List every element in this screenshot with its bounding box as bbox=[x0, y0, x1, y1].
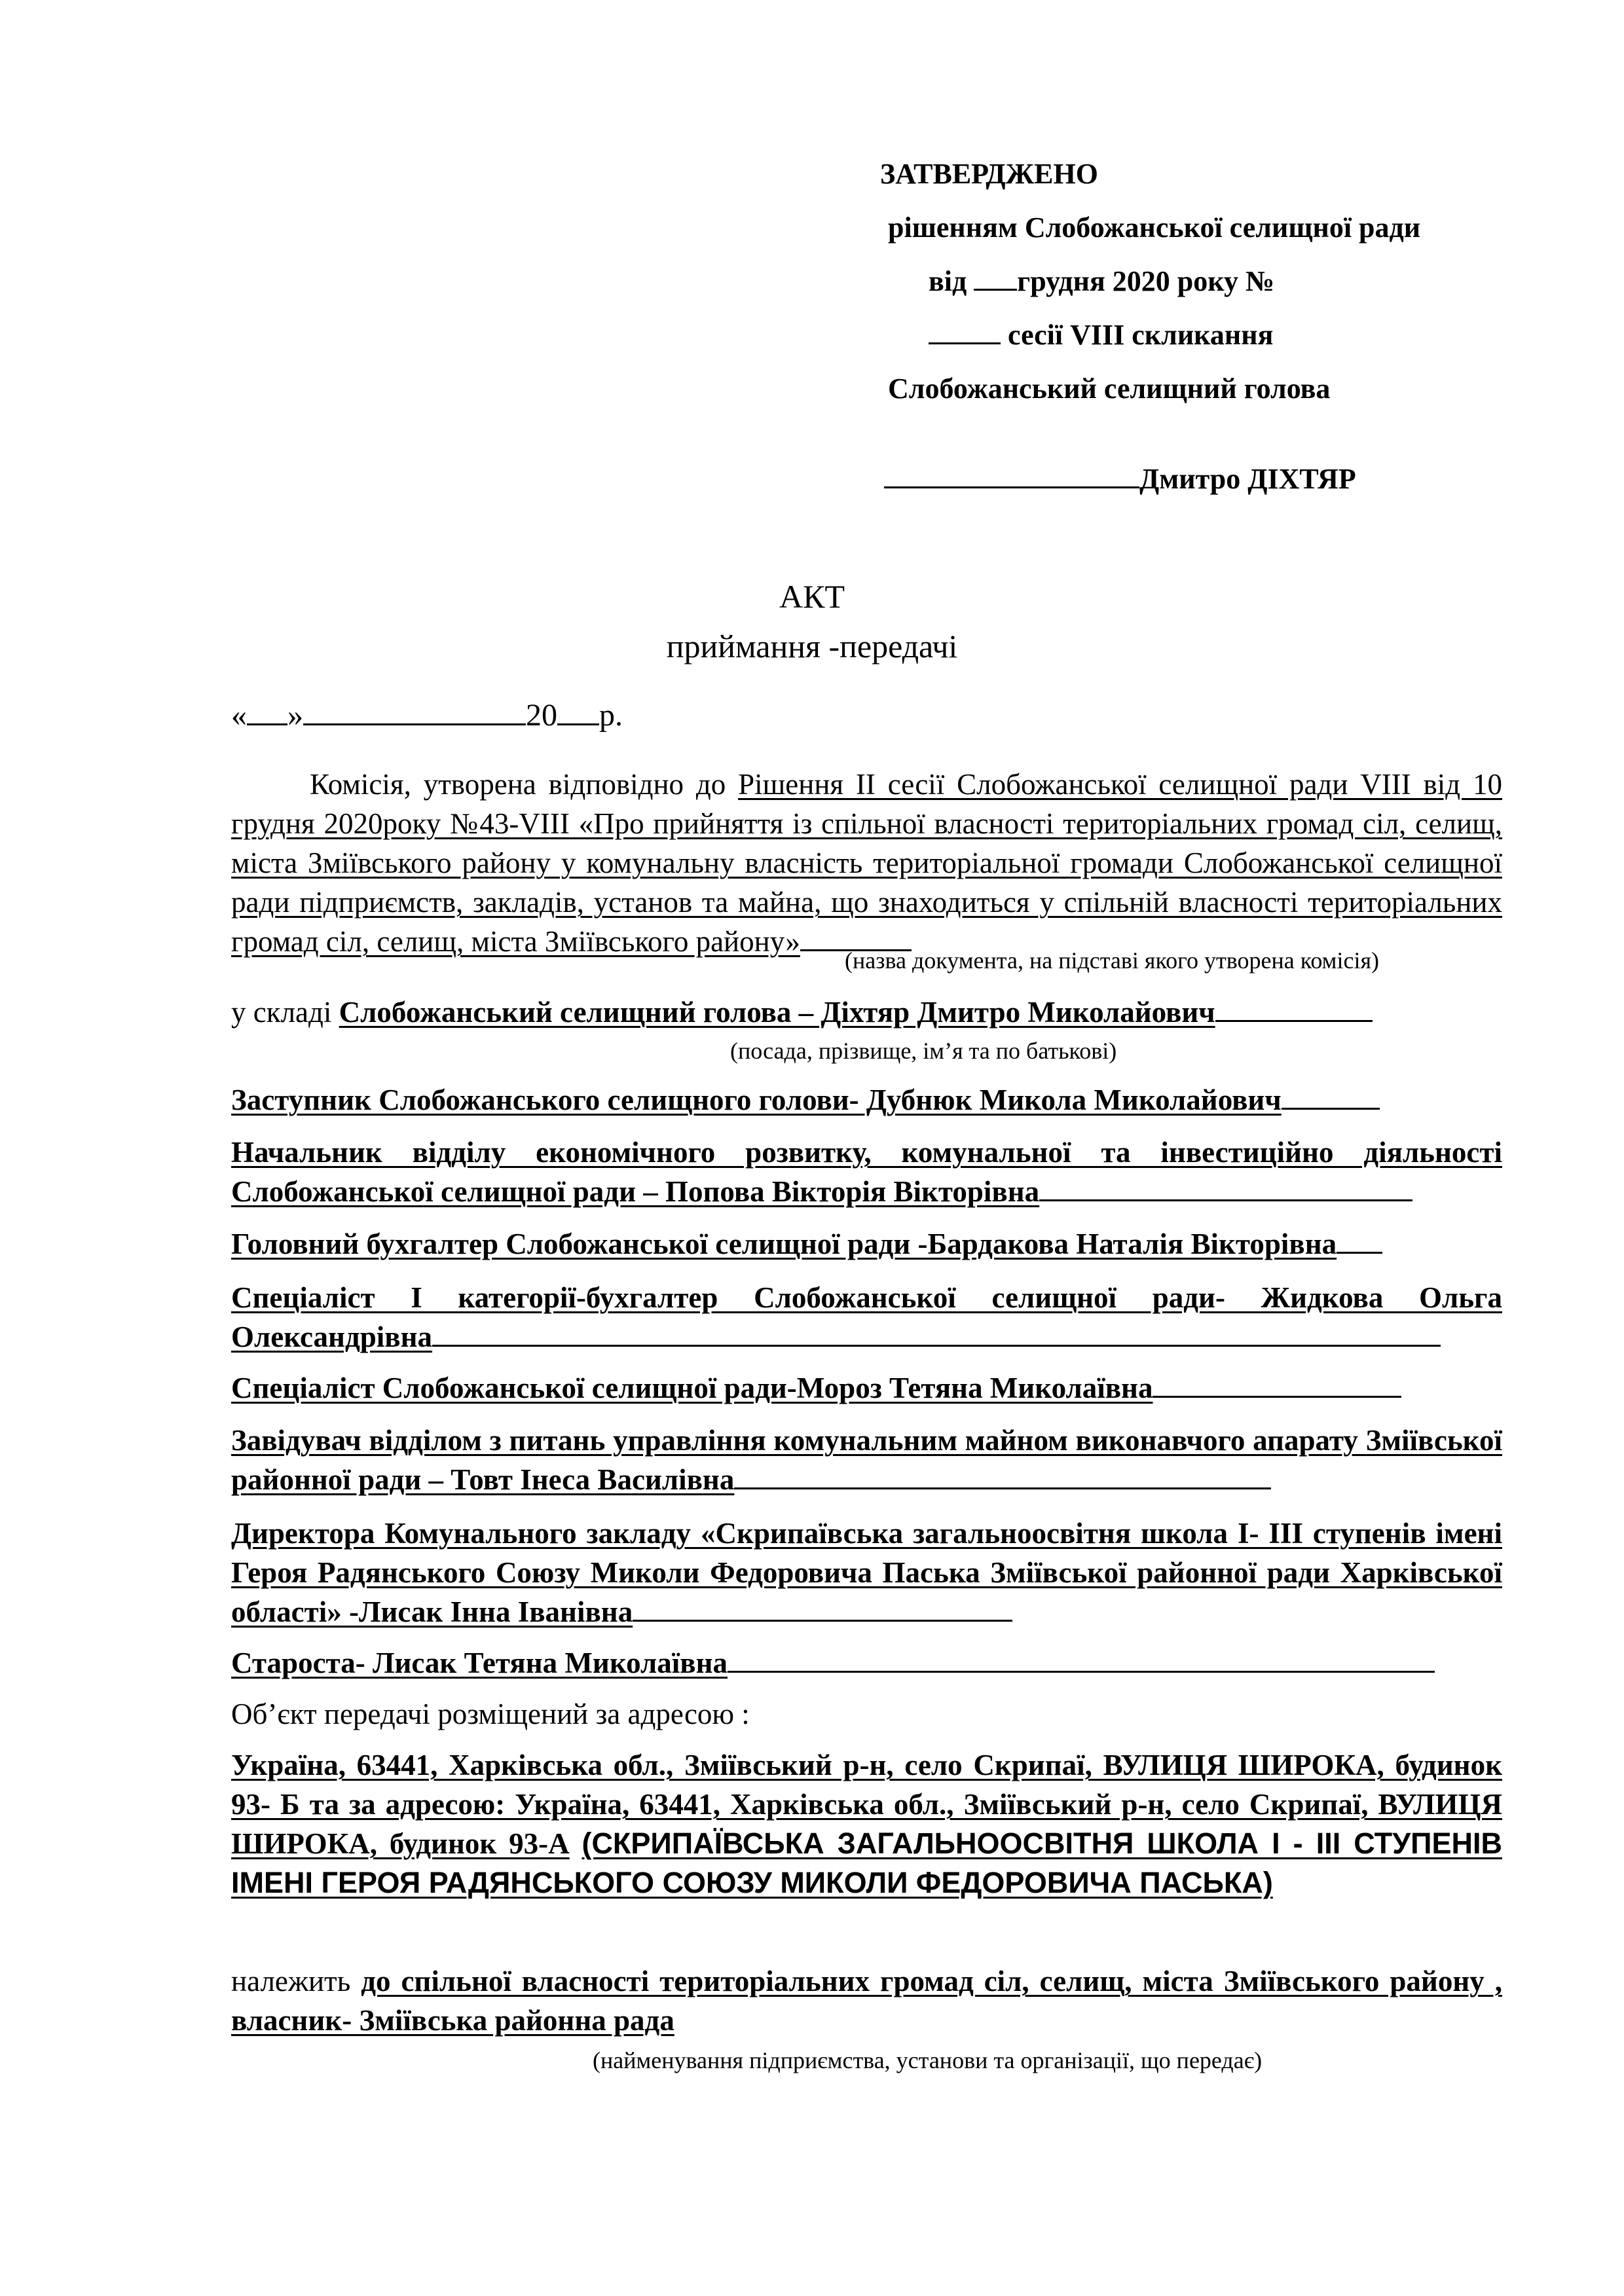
approval-date bbox=[929, 264, 1274, 298]
member-1-blank bbox=[1282, 1108, 1380, 1110]
member-4-text: Спеціаліст І категорії-бухгалтер Слобожанської селищної ради- Жидкова Ольга Олександрівна bbox=[231, 1281, 1502, 1353]
approval-session-text: сесії VIII скликання bbox=[1008, 319, 1274, 351]
composition-prefix: у складі bbox=[231, 996, 332, 1029]
document-subtitle: приймання -передачі bbox=[666, 628, 958, 665]
composition-line bbox=[231, 998, 1373, 1027]
approval-decision: рішенням Слобожанської селищної ради bbox=[888, 211, 1421, 244]
member-3-text: Головний бухгалтер Слобожанської селищної ради -Бардакова Наталія Вікторівна bbox=[231, 1228, 1337, 1260]
commission-basis-document: Рішення ІІ сесії Слобожанської селищної ради VIII від 10 грудня 2020року №43-VIII «Про прийняття із спільної власності територіальних громад сіл, селищ, міста Зміївського району у комунальну власність територіальної громади Слобожанської селищної ради підприємств, закладів, установ та майна, що знаходиться у спільній власності територіальних громад сіл, селищ, міста Зміївського району» bbox=[231, 768, 1503, 958]
member-8-blank bbox=[728, 1671, 1435, 1673]
date-close-quote: » bbox=[287, 698, 303, 733]
object-address-text: Україна, 63441, Харківська обл., Зміївський р-н, село Скрипаї, ВУЛИЦЯ ШИРОКА, будинок 93- Б та за адресою: Україна, 63441, Харківська обл., Зміївський р-н, село Скрипаї, ВУЛИЦЯ ШИРОКА, будинок 93-А bbox=[231, 1749, 1502, 1860]
approval-date-prefix: від bbox=[929, 265, 967, 297]
member-6-text: Завідувач відділом з питань управління комунальним майном виконавчого апарату Зміївської районної ради – Товт Інеса Василівна bbox=[231, 1424, 1502, 1496]
signature-name: Дмитро ДІХТЯР bbox=[1139, 463, 1356, 495]
member-2-text: Начальник відділу економічного розвитку, комунальної та інвестиційно діяльності Слобожанської селищної ради – Попова Вікторія Вікторівна bbox=[231, 1136, 1502, 1208]
date-open-quote: « bbox=[231, 698, 247, 733]
chair-blank bbox=[1215, 1020, 1373, 1022]
act-date-line bbox=[231, 697, 623, 733]
month-blank bbox=[303, 723, 526, 725]
object-label: Об’єкт передачі розміщений за адресою : bbox=[231, 1698, 750, 1730]
member-5 bbox=[231, 1368, 1502, 1408]
approval-signature bbox=[884, 462, 1356, 496]
member-5-blank bbox=[1153, 1396, 1401, 1398]
commission-intro: Комісія, утворена відповідно до bbox=[310, 768, 726, 801]
member-3-blank bbox=[1337, 1252, 1382, 1254]
member-8 bbox=[231, 1643, 1502, 1683]
year-blank bbox=[557, 723, 599, 725]
chair-caption: (посада, прізвище, ім’я та по батькові) bbox=[730, 1038, 1117, 1064]
member-7 bbox=[231, 1514, 1502, 1631]
commission-paragraph bbox=[231, 765, 1502, 961]
signature-blank bbox=[884, 486, 1139, 488]
member-6 bbox=[231, 1421, 1502, 1499]
year-prefix: 20 bbox=[526, 698, 557, 733]
document-title: АКТ bbox=[779, 578, 845, 615]
member-2 bbox=[231, 1133, 1502, 1211]
member-7-blank bbox=[633, 1620, 1012, 1622]
member-3 bbox=[231, 1224, 1502, 1264]
year-suffix: р. bbox=[599, 698, 623, 733]
member-7-text: Директора Комунального закладу «Скрипаївська загальноосвітня школа І- ІІІ ступенів імені Героя Радянського Союзу Миколи Федоровича Паська Зміївської районної ради Харківської області» -Лисак Інна Іванівна bbox=[231, 1517, 1502, 1628]
document-caption: (назва документа, на підставі якого утворена комісія) bbox=[845, 947, 1379, 974]
owner-text: до спільної власності територіальних громад сіл, селищ, міста Зміївського району , власник- Зміївська районна рада bbox=[231, 1965, 1502, 2037]
member-4 bbox=[231, 1278, 1502, 1357]
member-1 bbox=[231, 1080, 1502, 1120]
object-school-name: (СКРИПАЇВСЬКА ЗАГАЛЬНООСВІТНЯ ШКОЛА І - ІІІ СТУПЕНІВ ІМЕНІ ГЕРОЯ РАДЯНСЬКОГО СОЮЗУ МИКОЛИ ФЕДОРОВИЧА ПАСЬКА) bbox=[231, 1827, 1502, 1899]
day-blank bbox=[247, 723, 287, 725]
approval-session bbox=[929, 318, 1273, 352]
object-owner bbox=[231, 1961, 1502, 2040]
object-address bbox=[231, 1745, 1502, 1903]
owner-caption: (найменування підприємства, установи та організації, що передає) bbox=[593, 2047, 1263, 2073]
approval-title: ЗАТВЕРДЖЕНО bbox=[880, 158, 1098, 190]
session-number-blank bbox=[929, 342, 1001, 344]
approval-date-suffix: грудня 2020 року № bbox=[1017, 265, 1275, 297]
approval-head-title: Слобожанський селищний голова bbox=[888, 373, 1331, 405]
member-6-blank bbox=[734, 1487, 1271, 1489]
member-5-text: Спеціаліст Слобожанської селищної ради-Мороз Тетяна Миколаївна bbox=[231, 1372, 1153, 1404]
member-2-blank bbox=[1039, 1199, 1412, 1201]
member-1-text: Заступник Слобожанського селищного голови- Дубнюк Микола Миколайович bbox=[231, 1084, 1282, 1116]
member-4-blank bbox=[432, 1345, 1441, 1347]
owner-prefix: належить bbox=[231, 1965, 351, 1997]
member-8-text: Староста- Лисак Тетяна Миколаївна bbox=[231, 1647, 728, 1679]
approval-day-blank bbox=[974, 289, 1017, 291]
commission-chair: Слобожанський селищний голова – Діхтяр Дмитро Миколайович bbox=[339, 996, 1215, 1029]
